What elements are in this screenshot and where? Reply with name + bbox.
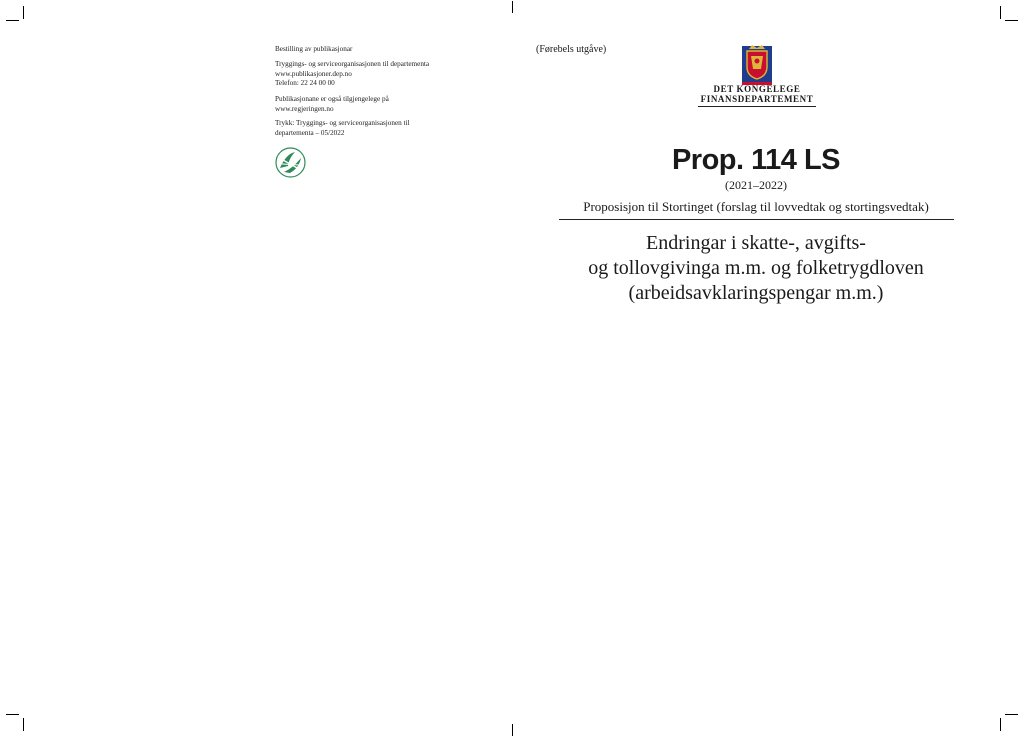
title-line: (arbeidsavklaringspengar m.m.) <box>628 282 884 304</box>
crop-mark <box>23 6 24 19</box>
nordic-swan-ecolabel-icon <box>275 146 306 179</box>
distributor-phone: Telefon: 22 24 00 00 <box>275 79 335 88</box>
distributor-name: Tryggings- og serviceorganisasjonen til departementa <box>275 60 430 68</box>
crop-mark <box>512 1 513 13</box>
order-heading: Bestilling av publikasjonar <box>275 45 353 53</box>
proposition-number: Prop. 114 LS <box>671 144 841 176</box>
distributor-url: www.publikasjoner.dep.no <box>275 69 352 78</box>
regjeringen-url: www.regjeringen.no <box>275 104 334 113</box>
availability-info: Publikasjonane er også tilgjengelege på www.regjeringen.no <box>275 95 389 113</box>
session-years: (2021–2022) <box>725 178 787 192</box>
crop-mark <box>6 20 19 21</box>
crop-mark <box>6 714 19 715</box>
crop-mark <box>1000 6 1001 19</box>
preliminary-edition-label: (Førebels utgåve) <box>536 44 607 55</box>
royal-coat-of-arms-icon <box>690 44 824 88</box>
ministry-name-line2: FINANSDEPARTEMENT <box>700 94 814 104</box>
title-line: og tollovgivinga m.m. og folketrygdloven <box>588 257 924 279</box>
title-line: Endringar i skatte-, avgifts- <box>646 232 866 254</box>
print-info: Trykk: Tryggings- og serviceorganisasjonen til departementa – 05/2022 <box>275 119 410 137</box>
crop-mark <box>512 724 513 736</box>
crop-mark <box>23 718 24 731</box>
ministry-underline <box>698 106 816 107</box>
crop-mark <box>1005 20 1018 21</box>
ministry-name-line1: DET KONGELEGE <box>713 84 801 94</box>
crop-mark <box>1000 718 1001 731</box>
ministry-logo <box>690 44 824 110</box>
title-divider <box>559 219 954 220</box>
document-title <box>556 231 956 306</box>
distributor-info <box>275 60 429 89</box>
crop-mark <box>1005 714 1018 715</box>
proposition-type: Proposisjon til Stortinget (forslag til lovvedtak og stortingsvedtak) <box>583 199 929 214</box>
